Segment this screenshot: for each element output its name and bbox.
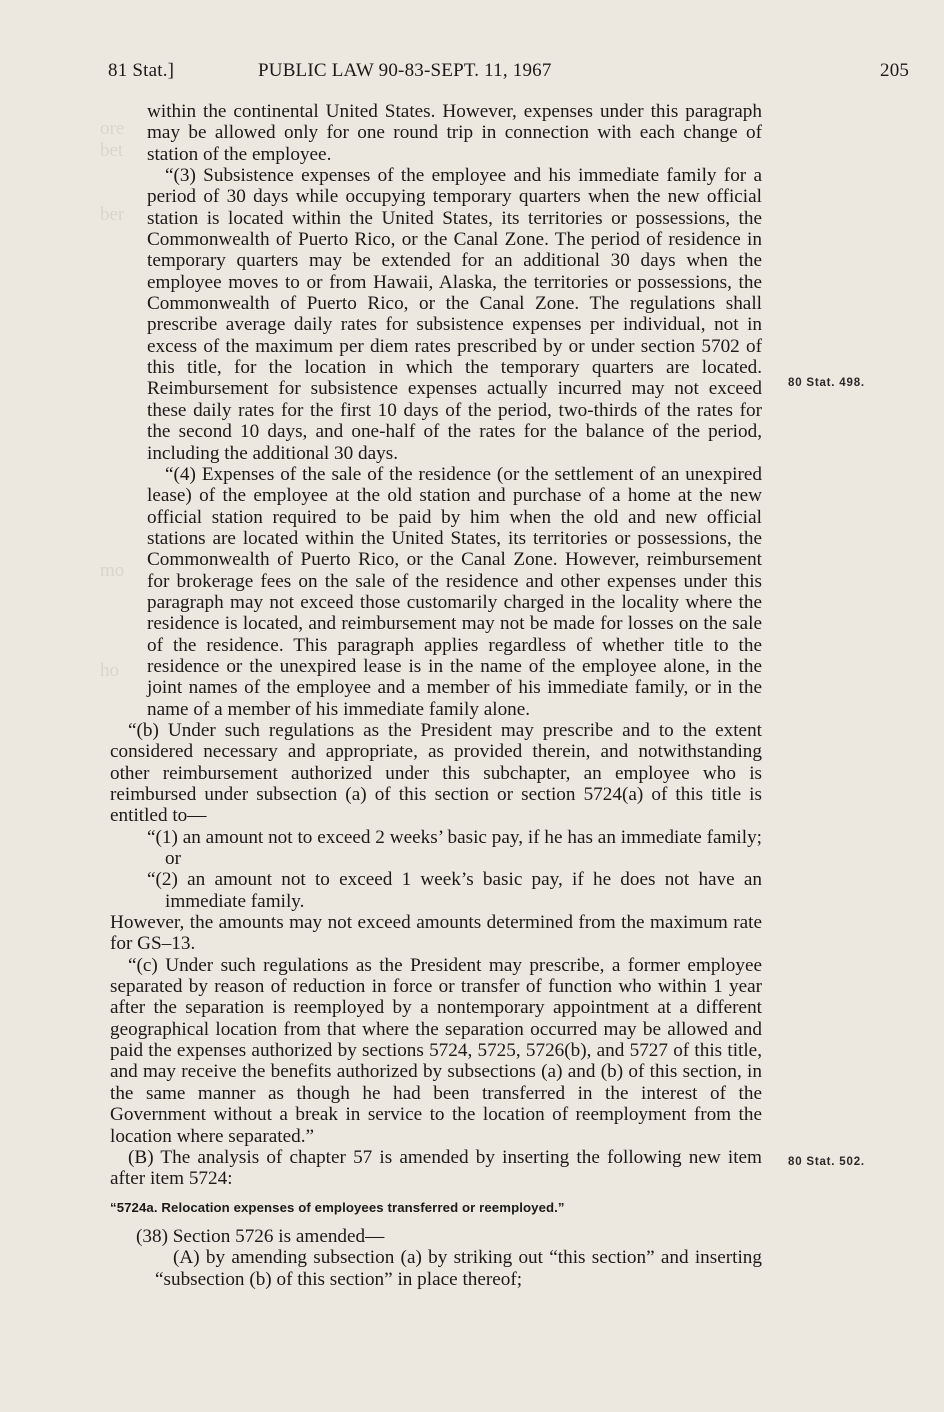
bleed-through-text: mo	[100, 560, 125, 581]
paragraph: “(b) Under such regulations as the President may prescribe and to the extent considered necessary and appropriate, as provided therein, and notwithstanding other reimbursement authorized under this subchapter, an employee who is reimbursed under subsection (a) of this section or section 5724(a) of this title is entitled to—	[110, 719, 762, 827]
bleed-through-text: bet	[100, 140, 124, 161]
running-head-volume: 81 Stat.]	[108, 60, 175, 81]
paragraph: (A) by amending subsection (a) by striking out “this section” and inserting “subsection (b) of this section” in place thereof;	[155, 1247, 762, 1290]
bleed-through-text: ho	[100, 660, 119, 681]
paragraph: However, the amounts may not exceed amounts determined from the maximum rate for GS–13.	[110, 912, 762, 955]
paragraph: (B) The analysis of chapter 57 is amended by inserting the following new item after item 5724:	[110, 1146, 762, 1190]
paragraph: “(4) Expenses of the sale of the residence (or the settlement of an unexpired lease) of the employee at the old station and purchase of a home at the new official station required to be paid by him when the old and new official stations are located within the United States, its territories or possessions, the Commonwealth of Puerto Rico, or the Canal Zone. However, reimbursement for brokerage fees on the sale of the residence and other expenses under this paragraph may not exceed those customarily charged in the locality where the residence is located, and reimbursement may not be made for losses on the sale of the residence. This paragraph applies regardless of whether title to the residence or the unexpired lease is in the name of the employee alone, in the joint names of the employee and a member of his immediate family, or in the name of a member of his immediate family alone.	[147, 463, 762, 720]
paragraph: within the continental United States. However, expenses under this paragraph may be allowed only for one round trip in connection with each change of station of the employee.	[147, 101, 762, 165]
analysis-item: “5724a. Relocation expenses of employees transferred or reemployed.”	[110, 1199, 565, 1215]
bleed-through-text: ore	[100, 118, 125, 139]
paragraph: “(3) Subsistence expenses of the employee and his immediate family for a period of 30 days while occupying temporary quarters when the new official station is located within the United States, its territories or possessions, the Commonwealth of Puerto Rico, or the Canal Zone. The period of residence in temporary quarters may be extended for an additional 30 days when the employee moves to or from Hawaii, Alaska, the territories or possessions, the Commonwealth of Puerto Rico, or the Canal Zone. The regulations shall prescribe average daily rates for subsistence expenses per individual, not in excess of the maximum per diem rates prescribed by or under section 5702 of this title, for the location in which the temporary quarters are located. Reimbursement for subsistence expenses actually incurred may not exceed these daily rates for the first 10 days of the period, two-thirds of the rates for the second 10 days, and one-half of the rates for the balance of the period, including the additional 30 days.	[147, 165, 762, 464]
list-item: “(1) an amount not to exceed 2 weeks’ basic pay, if he has an immediate family; or	[147, 826, 762, 870]
paragraph: (38) Section 5726 is amended—	[136, 1225, 385, 1247]
margin-citation: 80 Stat. 498.	[788, 377, 865, 389]
body-text	[110, 101, 762, 1290]
paragraph: “(c) Under such regulations as the President may prescribe, a former employee separated by reason of reduction in force or transfer of function who within 1 year after the separation is reemployed by a nontemporary appointment at a different geographical location from that where the separation occurred may be allowed and paid the expenses authorized by sections 5724, 5725, 5726(b), and 5727 of this title, and may receive the benefits authorized by subsections (a) and (b) of this section, in the same manner as though he had been transferred in the interest of the Government without a break in service to the location of reemployment from the location where separated.”	[110, 954, 762, 1147]
running-head-title: PUBLIC LAW 90-83-SEPT. 11, 1967	[258, 60, 552, 81]
bleed-through-text: ber	[100, 204, 125, 225]
margin-citation: 80 Stat. 502.	[788, 1156, 865, 1168]
page-number: 205	[880, 60, 910, 81]
list-item: “(2) an amount not to exceed 1 week’s basic pay, if he does not have an immediate family.	[147, 869, 762, 912]
